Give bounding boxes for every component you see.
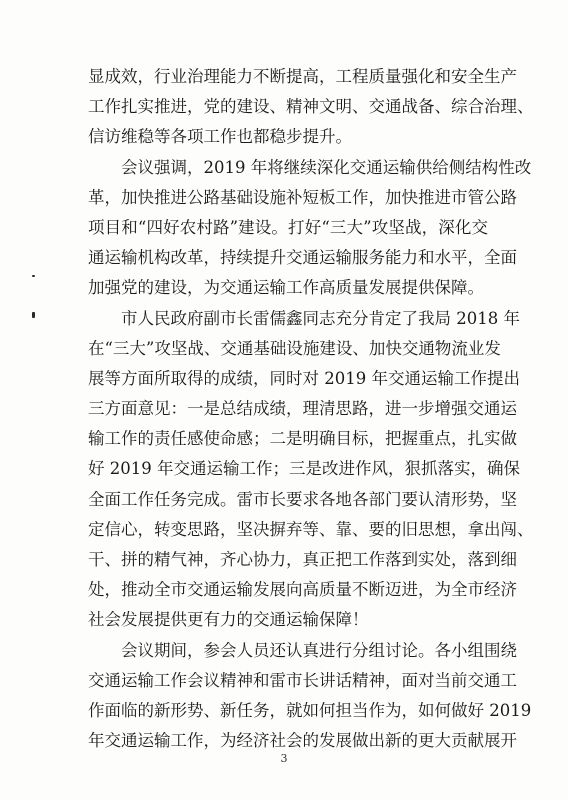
text-line: 在“三大”攻坚战、交通基础设施建设、加快交通物流业发	[88, 338, 501, 358]
text-line: 市人民政府副市长雷儒鑫同志充分肯定了我局 2018 年	[121, 308, 520, 328]
text-line: 处，推动全市交通运输发展向高质量不断迈进，为全市经济	[88, 580, 517, 600]
text-line: 作面临的新形势、新任务，就如何担当作为，如何做好 2019	[88, 700, 532, 720]
text-line: 定信心，转变思路，坚决摒弃等、靠、要的旧思想，拿出闯、	[88, 519, 534, 539]
text-line: 通运输机构改革，持续提升交通运输服务能力和水平，全面	[88, 248, 517, 268]
text-line: 展等方面所取得的成绩，同时对 2019 年交通运输工作提出	[88, 368, 520, 388]
text-line: 输工作的责任感使命感；二是明确目标，把握重点，扎实做	[88, 429, 517, 449]
text-line: 好 2019 年交通运输工作；三是改进作风，狠抓落实，确保	[88, 459, 520, 479]
scan-mark	[32, 312, 35, 318]
text-line: 显成效，行业治理能力不断提高，工程质量强化和安全生产	[88, 67, 517, 86]
text-line: 工作扎实推进，党的建设、精神文明、交通战备、综合治理、	[88, 97, 534, 117]
scan-mark	[32, 275, 35, 277]
text-line: 全面工作任务完成。雷市长要求各地各部门要认清形势，坚	[88, 489, 517, 509]
document-body	[88, 62, 534, 756]
text-line: 交通运输工作会议精神和雷市长讲话精神，面对当前交通工	[88, 670, 517, 690]
text-line: 会议强调，2019 年将继续深化交通运输供给侧结构性改	[121, 157, 532, 177]
text-line: 社会发展提供更有力的交通运输保障！	[88, 610, 369, 630]
page-number: 3	[280, 752, 288, 765]
text-line: 项目和“四好农村路”建设。打好“三大”攻坚战，深化交	[88, 217, 488, 237]
paragraph	[88, 153, 532, 304]
text-line: 会议期间，参会人员还认真进行分组讨论。各小组围绕	[121, 640, 517, 660]
paragraph	[88, 304, 534, 636]
text-line: 革，加快推进公路基础设施补短板工作，加快推进市管公路	[88, 187, 517, 207]
text-line: 年交通运输工作，为经济社会的发展做出新的更大贡献展开	[88, 731, 517, 751]
text-line: 三方面意见：一是总结成绩，理清思路，进一步增强交通运	[88, 399, 517, 419]
text-line: 干、拼的精气神，齐心协力，真正把工作落到实处，落到细	[88, 550, 517, 569]
paragraph	[88, 636, 532, 757]
text-line: 信访维稳等各项工作也都稳步提升。	[88, 127, 352, 147]
text-line: 加强党的建设，为交通运输工作高质量发展提供保障。	[88, 278, 484, 298]
paragraph	[88, 62, 534, 153]
